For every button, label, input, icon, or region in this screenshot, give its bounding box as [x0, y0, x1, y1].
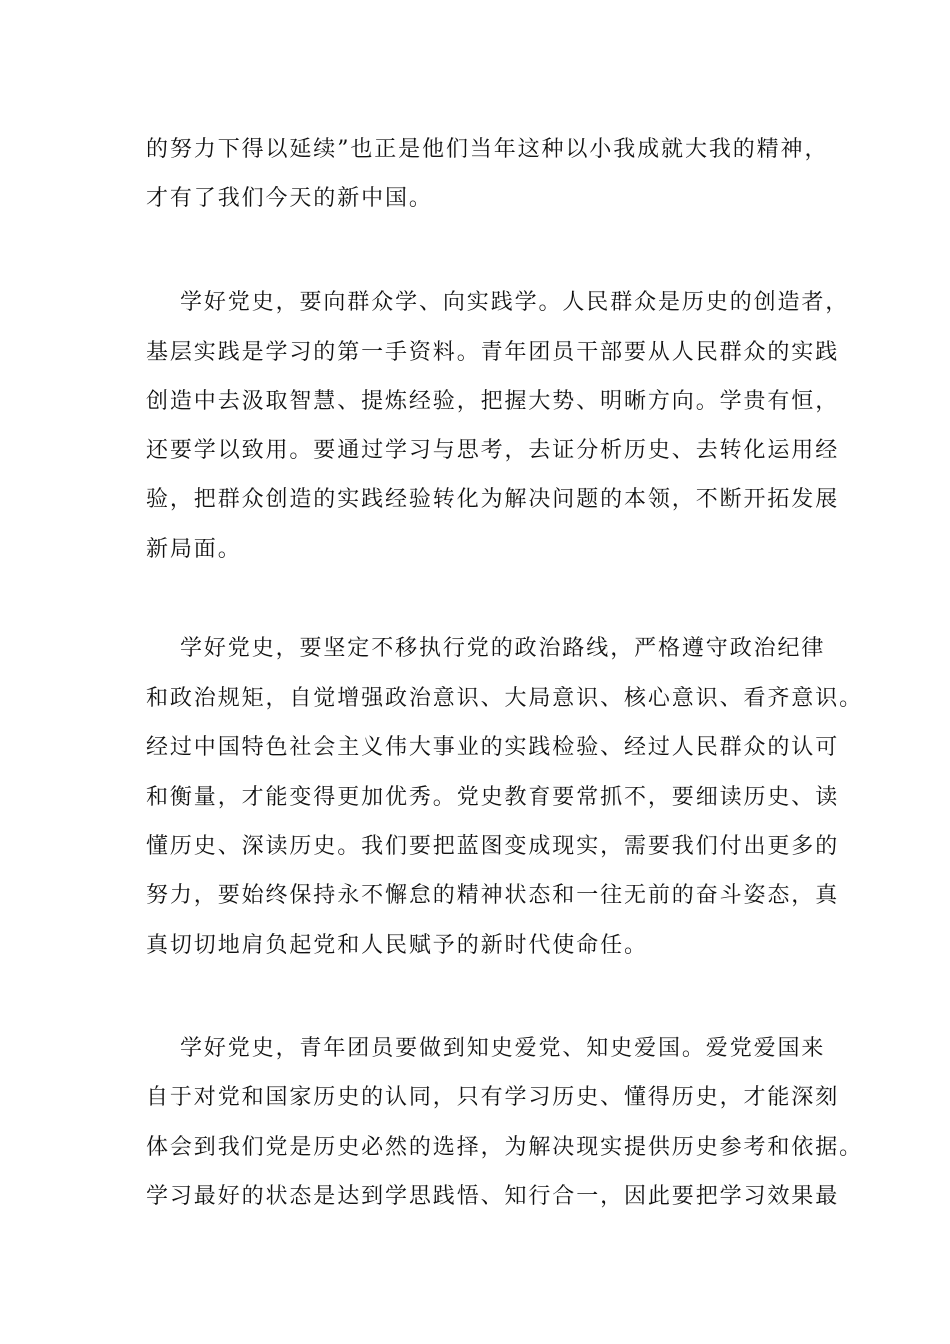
paragraph-3-line-4: 和衡量，才能变得更加优秀。党史教育要常抓不，要细读历史、读: [146, 785, 840, 810]
paragraph-2-line-2: 基层实践是学习的第一手资料。青年团员干部要从人民群众的实践: [146, 340, 840, 365]
paragraph-4-line-1: 学好党史，青年团员要做到知史爱党、知史爱国。爱党爱国来: [180, 1036, 826, 1061]
paragraph-2-line-1: 学好党史，要向群众学、向实践学。人民群众是历史的创造者，: [180, 290, 850, 315]
paragraph-3-line-2: 和政治规矩，自觉增强政治意识、大局意识、核心意识、看齐意识。: [146, 686, 864, 711]
paragraph-3-line-3: 经过中国特色社会主义伟大事业的实践检验、经过人民群众的认可: [146, 735, 840, 760]
paragraph-4-line-3: 体会到我们党是历史必然的选择，为解决现实提供历史参考和依据。: [146, 1135, 864, 1160]
paragraph-1-line-1: 的努力下得以延续”也正是他们当年这种以小我成就大我的精神，: [146, 137, 829, 162]
paragraph-3-line-7: 真切切地肩负起党和人民赋予的新时代使命任。: [146, 933, 648, 958]
paragraph-2-line-4: 还要学以致用。要通过学习与思考，去证分析历史、去转化运用经: [146, 438, 840, 463]
paragraph-2-line-3: 创造中去汲取智慧、提炼经验，把握大势、明晰方向。学贵有恒，: [146, 389, 840, 414]
paragraph-3-line-5: 懂历史、深读历史。我们要把蓝图变成现实，需要我们付出更多的: [146, 834, 840, 859]
paragraph-4-line-4: 学习最好的状态是达到学思践悟、知行合一，因此要把学习效果最: [146, 1184, 840, 1209]
paragraph-2-line-6: 新局面。: [146, 537, 242, 562]
paragraph-3-line-6: 努力，要始终保持永不懈怠的精神状态和一往无前的奋斗姿态，真: [146, 883, 840, 908]
paragraph-2-line-5: 验，把群众创造的实践经验转化为解决问题的本领，不断开拓发展: [146, 487, 840, 512]
paragraph-4-line-2: 自于对党和国家历史的认同，只有学习历史、懂得历史，才能深刻: [146, 1085, 840, 1110]
paragraph-1-line-2: 才有了我们今天的新中国。: [146, 186, 433, 211]
paragraph-3-line-1: 学好党史，要坚定不移执行党的政治路线，严格遵守政治纪律: [180, 636, 826, 661]
